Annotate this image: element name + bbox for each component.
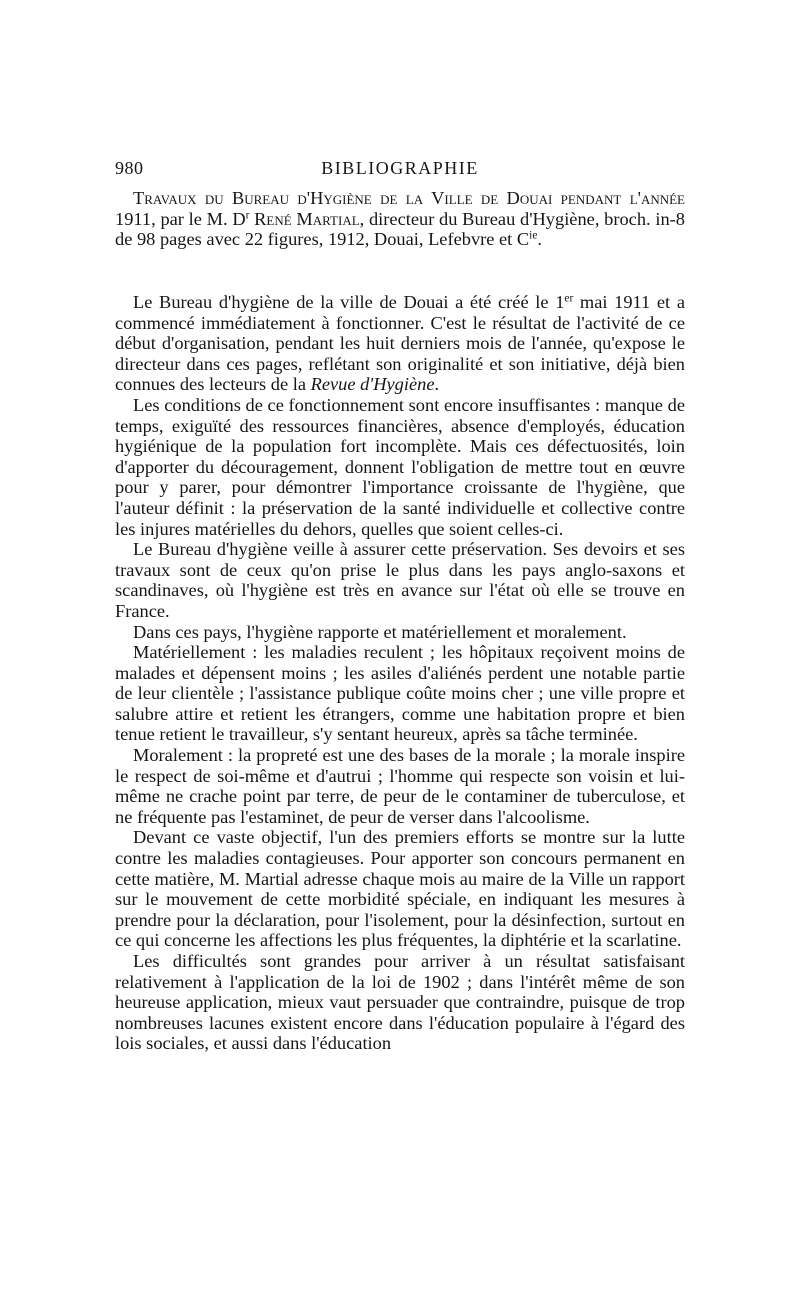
paragraph-1 — [115, 292, 685, 395]
paragraph-2: Les conditions de ce fonctionnement sont encore insuffisantes : manque de temps, exiguïté des ressources financières, absence d'employés, éducation hygiénique de la population fort incomplète. Mais ces défectuosités, loin d'apporter du découragement, donnent l'obligation de mettre tout en œuvre pour y parer, pour démontrer l'importance croissante de l'hygiène, que l'auteur définit : la préservation de la santé individuelle et collective contre les injures matérielles du dehors, quelles que soient celles-ci. — [115, 394, 685, 539]
paragraph-4: Dans ces pays, l'hygiène rapporte et matériellement et moralement. — [133, 621, 627, 642]
citation-details: , directeur du Bureau d'Hygiène, broch. in-8 de 98 pages avec 22 figures, 1912, Douai, Lefebvre et C — [115, 208, 685, 250]
citation-end: . — [537, 229, 543, 250]
page-header — [115, 155, 685, 181]
page-number: 980 — [115, 158, 144, 178]
paragraph-1-superscript: er — [564, 292, 574, 305]
review-body — [115, 292, 685, 1054]
running-title: BIBLIOGRAPHIE — [321, 158, 479, 178]
bibliographic-citation — [115, 188, 685, 250]
paragraph-5: Matériellement : les maladies reculent ; les hôpitaux reçoivent moins de malades et dépensent moins ; les asiles d'aliénés perdent une notable partie de leur clientèle ; l'assistance publique coûte moins cher ; une ville propre et salubre attire et retient les étrangers, comme une habitation propre et bien tenue retient le travailleur, s'y sentant heureux, après sa tâche terminée. — [115, 642, 685, 745]
citation-cie-superscript: ie — [529, 229, 538, 242]
citation-title: Travaux du Bureau d'Hygiène de la Ville de Douai pendant l'année 1911 — [115, 188, 685, 229]
paragraph-8: Les difficultés sont grandes pour arriver à un résultat satisfaisant relativement à l'application de la loi de 1902 ; dans l'intérêt même de son heureuse application, mieux vaut persuader que contraindre, puisque de trop nombreuses lacunes existent encore dans l'éducation populaire à l'égard des lois sociales, et aussi dans l'éducation — [115, 951, 685, 1054]
citation-author: René Martial — [254, 208, 360, 229]
paragraph-6: Moralement : la propreté est une des bases de la morale ; la morale inspire le respect de soi-même et d'autrui ; l'homme qui respecte son voisin et lui-même ne crache point par terre, de peur de le contaminer de tuberculose, et ne fréquente pas l'estaminet, de peur de verser dans l'alcoolisme. — [115, 745, 685, 827]
citation-by: , par le M. D — [151, 208, 246, 229]
journal-title: Revue d'Hygiène — [310, 374, 435, 395]
paragraph-1-end: . — [434, 374, 440, 395]
paragraph-1-text-continued: mai 1911 et a commencé immédiatement à fonctionner. C'est le résultat de l'activité de ce début d'organisation, pendant les huit derniers mois de l'année, qu'expose le directeur dans ces pages, reflétant son originalité et son initiative, déjà bien connues des lecteurs de la — [115, 292, 685, 395]
paragraph-7: Devant ce vaste objectif, l'un des premiers efforts se montre sur la lutte contre les maladies contagieuses. Pour apporter son concours permanent en cette matière, M. Martial adresse chaque mois au maire de la Ville un rapport sur le mouvement de cette morbidité spéciale, en indiquant les mesures à prendre pour la déclaration, pour l'isolement, pour la désinfection, surtout en ce qui concerne les affections les plus fréquentes, la diphtérie et la scarlatine. — [115, 827, 685, 951]
paragraph-1-text: Le Bureau d'hygiène de la ville de Douai a été créé le 1 — [133, 292, 565, 312]
citation-dr-superscript: r — [245, 209, 250, 222]
paragraph-3: Le Bureau d'hygiène veille à assurer cette préservation. Ses devoirs et ses travaux sont de ceux qu'on prise le plus dans les pays anglo-saxons et scandinaves, où l'hygiène est très en avance sur l'état où elle se trouve en France. — [115, 539, 685, 621]
